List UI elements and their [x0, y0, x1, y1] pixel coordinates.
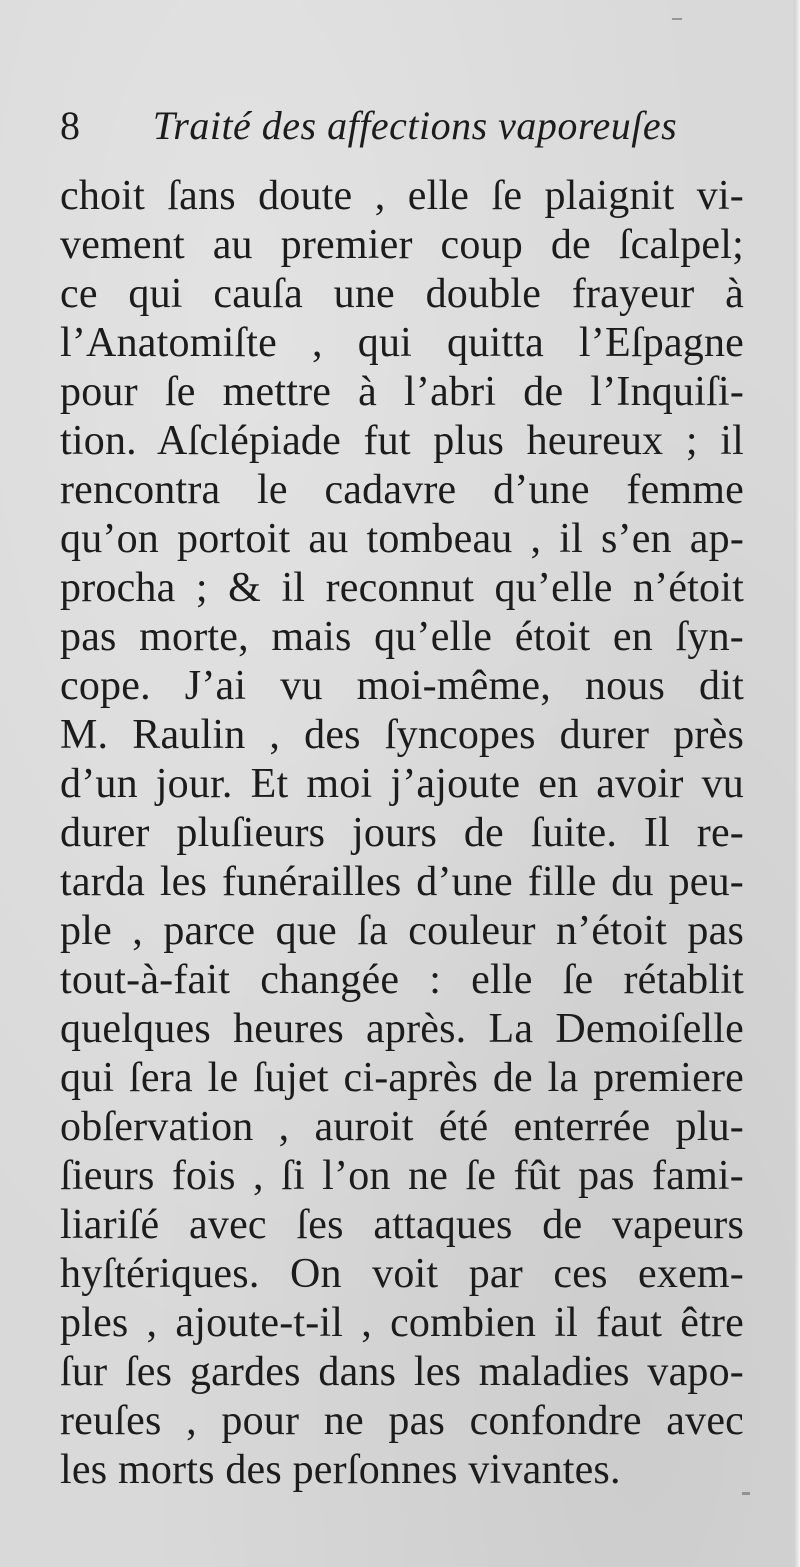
text-line: l’Anatomiſte , qui quitta l’Eſpagne	[60, 320, 744, 366]
text-line: tion. Aſclépiade fut plus heureux ; il	[60, 418, 744, 464]
text-line: ſur ſes gardes dans les maladies vapo-	[60, 1349, 744, 1395]
text-line: d’un jour. Et moi j’ajoute en avoir vu	[60, 761, 744, 807]
text-line: pour ſe mettre à l’abri de l’Inquiſi-	[60, 369, 744, 415]
text-line: choit ſans doute , elle ſe plaignit vi-	[60, 173, 744, 219]
text-line: cope. J’ai vu moi-même, nous dit	[60, 663, 744, 709]
text-line: durer pluſieurs jours de ſuite. Il re-	[60, 810, 744, 856]
text-line: pas morte, mais qu’elle étoit en ſyn-	[60, 614, 744, 660]
text-line: procha ; & il reconnut qu’elle n’étoit	[60, 565, 744, 611]
text-line: rencontra le cadavre d’une femme	[60, 467, 744, 513]
page-header	[60, 96, 750, 156]
paper-speck	[742, 1492, 750, 1495]
text-line: ple , parce que ſa couleur n’étoit pas	[60, 908, 744, 954]
text-line: hyſtériques. On voit par ces exem-	[60, 1251, 744, 1297]
text-line: ples , ajoute-t-il , combien il faut être	[60, 1300, 744, 1346]
text-line: ce qui cauſa une double frayeur à	[60, 271, 744, 317]
text-line: tout-à-fait changée : elle ſe rétablit	[60, 957, 744, 1003]
page-number: 8	[60, 103, 80, 148]
text-line: qui ſera le ſujet ci-après de la premiere	[60, 1055, 744, 1101]
text-line: tarda les funérailles d’une fille du peu-	[60, 859, 744, 905]
running-title: Traité des affections vaporeuſes	[152, 103, 678, 148]
text-line: M. Raulin , des ſyncopes durer près	[60, 712, 744, 758]
text-line: les morts des perſonnes vivantes.	[60, 1447, 621, 1493]
paper-speck	[672, 18, 682, 20]
text-line: vement au premier coup de ſcalpel;	[60, 222, 744, 268]
text-line: ſieurs fois , ſi l’on ne ſe fût pas fami-	[60, 1153, 744, 1199]
text-line: reuſes , pour ne pas confondre avec	[60, 1398, 744, 1444]
body-text	[60, 172, 744, 1495]
text-line: obſervation , auroit été enterrée plu-	[60, 1104, 744, 1150]
page-edge	[794, 0, 800, 1567]
text-line: qu’on portoit au tombeau , il s’en ap-	[60, 516, 744, 562]
text-line: quelques heures après. La Demoiſelle	[60, 1006, 744, 1052]
text-line: liariſé avec ſes attaques de vapeurs	[60, 1202, 744, 1248]
